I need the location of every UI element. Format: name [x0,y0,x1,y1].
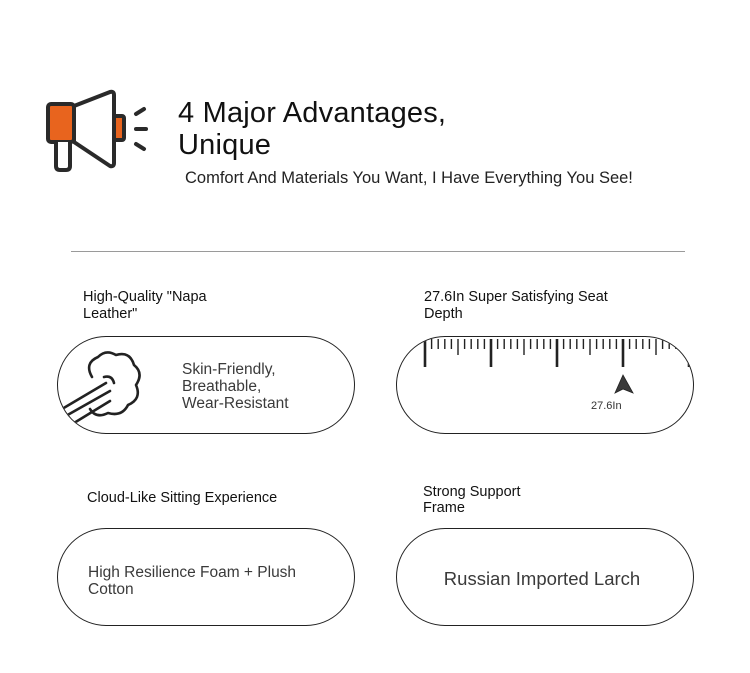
feature-2-card [396,336,694,434]
feature-1-text-line-3: Wear-Resistant [182,395,289,412]
feature-1-label-line-1: High-Quality "Napa [83,289,207,305]
feature-1-text-line-1: Skin-Friendly, [182,361,276,378]
feature-4-card [396,528,694,626]
title-line-2: Unique [178,129,272,161]
feature-3-label: Cloud-Like Sitting Experience [87,490,278,506]
breathable-cloud-icon [60,347,144,423]
feature-2-label [424,289,664,323]
feature-1-label [83,289,283,323]
feature-1-label-line-2: Leather" [83,306,138,322]
feature-3-card [57,528,355,626]
divider [71,251,685,252]
feature-4-label-line-2: Frame [423,500,465,516]
ruler-value-label: 27.6In [591,400,622,412]
page-title [178,97,498,161]
feature-2-label-line-1: 27.6In Super Satisfying Seat [424,289,608,305]
feature-1-text-line-2: Breathable, [182,378,262,395]
feature-4-text: Russian Imported Larch [443,568,641,589]
feature-4-label [423,484,623,516]
feature-3-text-line-1: High Resilience Foam + Plush [88,564,297,581]
ruler-icon [397,337,694,434]
title-line-1: 4 Major Advantages, [178,97,447,129]
feature-3-text-line-2: Cotton [88,581,134,598]
feature-3-text [88,564,296,598]
feature-2-label-line-2: Depth [424,306,463,322]
feature-4-label-line-1: Strong Support [423,484,521,500]
megaphone-icon [44,88,154,176]
page-subtitle: Comfort And Materials You Want, I Have Everything You See! [185,169,633,187]
feature-1-text [182,361,289,412]
feature-1-card [57,336,355,434]
